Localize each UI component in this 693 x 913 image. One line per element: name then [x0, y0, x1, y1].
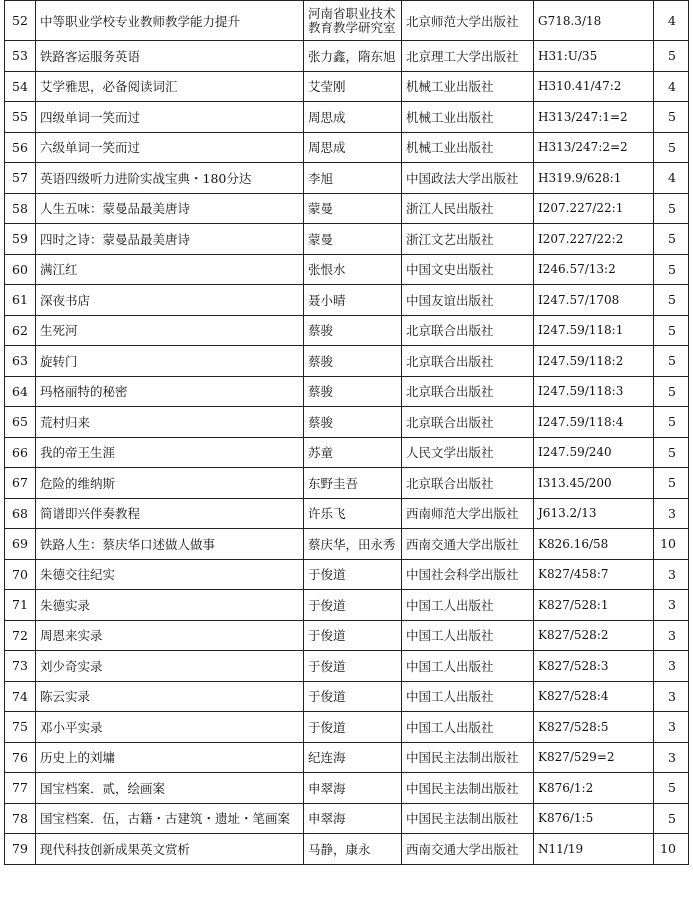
copy-count: 5: [654, 102, 689, 133]
book-publisher: 机械工业出版社: [402, 132, 534, 163]
call-number: I207.227/22:2: [534, 224, 654, 255]
call-number: I247.59/118:1: [534, 315, 654, 346]
table-row: [5, 407, 689, 438]
book-publisher: 中国工人出版社: [402, 620, 534, 651]
book-title: 朱德实录: [36, 590, 304, 621]
copy-count: 5: [654, 315, 689, 346]
call-number: K827/528:3: [534, 651, 654, 682]
row-number: 77: [5, 773, 36, 804]
book-publisher: 北京联合出版社: [402, 315, 534, 346]
book-author: 周思成: [304, 132, 402, 163]
copy-count: 4: [654, 163, 689, 194]
copy-count: 5: [654, 437, 689, 468]
row-number: 55: [5, 102, 36, 133]
book-title: 深夜书店: [36, 285, 304, 316]
row-number: 58: [5, 193, 36, 224]
book-publisher: 西南交通大学出版社: [402, 529, 534, 560]
book-author: 东野圭吾: [304, 468, 402, 499]
book-author: 于俊道: [304, 590, 402, 621]
row-number: 72: [5, 620, 36, 651]
book-publisher: 西南师范大学出版社: [402, 498, 534, 529]
book-publisher: 北京联合出版社: [402, 407, 534, 438]
book-publisher: 人民文学出版社: [402, 437, 534, 468]
book-title: 生死河: [36, 315, 304, 346]
table-row: [5, 498, 689, 529]
table-row: [5, 529, 689, 560]
row-number: 68: [5, 498, 36, 529]
book-publisher: 北京理工大学出版社: [402, 41, 534, 72]
call-number: K826.16/58: [534, 529, 654, 560]
row-number: 67: [5, 468, 36, 499]
book-title: 邓小平实录: [36, 712, 304, 743]
table-row: [5, 681, 689, 712]
copy-count: 5: [654, 285, 689, 316]
table-row: [5, 437, 689, 468]
copy-count: 3: [654, 498, 689, 529]
book-author: 蒙曼: [304, 193, 402, 224]
copy-count: 3: [654, 712, 689, 743]
row-number: 53: [5, 41, 36, 72]
copy-count: 10: [654, 834, 689, 865]
book-author: 申翠海: [304, 773, 402, 804]
book-author: 于俊道: [304, 651, 402, 682]
call-number: I247.59/118:2: [534, 346, 654, 377]
book-publisher: 中国社会科学出版社: [402, 559, 534, 590]
row-number: 54: [5, 71, 36, 102]
copy-count: 5: [654, 468, 689, 499]
copy-count: 3: [654, 620, 689, 651]
book-author: 河南省职业技术教育教学研究室: [304, 1, 402, 41]
book-publisher: 中国工人出版社: [402, 651, 534, 682]
table-row: [5, 193, 689, 224]
book-publisher: 机械工业出版社: [402, 102, 534, 133]
book-list-table: [4, 0, 689, 865]
call-number: N11/19: [534, 834, 654, 865]
book-author: 许乐飞: [304, 498, 402, 529]
book-author: 周思成: [304, 102, 402, 133]
call-number: K827/458:7: [534, 559, 654, 590]
call-number: K827/528:4: [534, 681, 654, 712]
call-number: I246.57/13:2: [534, 254, 654, 285]
table-row: [5, 132, 689, 163]
copy-count: 3: [654, 651, 689, 682]
table-row: [5, 254, 689, 285]
book-publisher: 中国文史出版社: [402, 254, 534, 285]
book-title: 刘少奇实录: [36, 651, 304, 682]
table-row: [5, 620, 689, 651]
book-publisher: 北京联合出版社: [402, 346, 534, 377]
call-number: K827/528:1: [534, 590, 654, 621]
call-number: H313/247:1=2: [534, 102, 654, 133]
table-row: [5, 651, 689, 682]
call-number: I313.45/200: [534, 468, 654, 499]
copy-count: 5: [654, 224, 689, 255]
book-author: 蔡骏: [304, 407, 402, 438]
book-author: 马静，康永: [304, 834, 402, 865]
copy-count: 5: [654, 803, 689, 834]
table-row: [5, 315, 689, 346]
book-author: 申翠海: [304, 803, 402, 834]
book-title: 满江红: [36, 254, 304, 285]
book-author: 艾莹刚: [304, 71, 402, 102]
book-author: 聂小晴: [304, 285, 402, 316]
call-number: J613.2/13: [534, 498, 654, 529]
call-number: H31:U/35: [534, 41, 654, 72]
copy-count: 3: [654, 559, 689, 590]
book-author: 蔡骏: [304, 315, 402, 346]
call-number: H319.9/628:1: [534, 163, 654, 194]
book-author: 蒙曼: [304, 224, 402, 255]
copy-count: 4: [654, 1, 689, 41]
row-number: 79: [5, 834, 36, 865]
book-title: 四级单词一笑而过: [36, 102, 304, 133]
copy-count: 3: [654, 590, 689, 621]
call-number: K876/1:2: [534, 773, 654, 804]
call-number: I247.59/118:3: [534, 376, 654, 407]
book-title: 朱德交往纪实: [36, 559, 304, 590]
book-title: 我的帝王生涯: [36, 437, 304, 468]
call-number: H310.41/47:2: [534, 71, 654, 102]
call-number: K876/1:5: [534, 803, 654, 834]
copy-count: 4: [654, 71, 689, 102]
book-title: 四时之诗：蒙曼品最美唐诗: [36, 224, 304, 255]
row-number: 59: [5, 224, 36, 255]
call-number: I247.57/1708: [534, 285, 654, 316]
book-publisher: 浙江文艺出版社: [402, 224, 534, 255]
table-row: [5, 834, 689, 865]
book-title: 艾学雅思，必备阅读词汇: [36, 71, 304, 102]
table-row: [5, 163, 689, 194]
book-publisher: 西南交通大学出版社: [402, 834, 534, 865]
book-publisher: 中国工人出版社: [402, 681, 534, 712]
book-publisher: 机械工业出版社: [402, 71, 534, 102]
book-publisher: 中国民主法制出版社: [402, 773, 534, 804]
book-author: 蔡骏: [304, 376, 402, 407]
table-row: [5, 590, 689, 621]
copy-count: 5: [654, 407, 689, 438]
call-number: G718.3/18: [534, 1, 654, 41]
book-title: 铁路人生：蔡庆华口述做人做事: [36, 529, 304, 560]
book-publisher: 北京师范大学出版社: [402, 1, 534, 41]
call-number: K827/528:5: [534, 712, 654, 743]
book-author: 李旭: [304, 163, 402, 194]
book-author: 于俊道: [304, 620, 402, 651]
copy-count: 3: [654, 681, 689, 712]
row-number: 57: [5, 163, 36, 194]
table-row: [5, 468, 689, 499]
book-title: 人生五味：蒙曼品最美唐诗: [36, 193, 304, 224]
table-row: [5, 224, 689, 255]
copy-count: 5: [654, 41, 689, 72]
book-title: 英语四级听力进阶实战宝典・180分达: [36, 163, 304, 194]
book-author: 张恨水: [304, 254, 402, 285]
book-title: 旋转门: [36, 346, 304, 377]
book-publisher: 北京联合出版社: [402, 376, 534, 407]
book-publisher: 中国民主法制出版社: [402, 742, 534, 773]
call-number: K827/529=2: [534, 742, 654, 773]
table-row: [5, 773, 689, 804]
book-author: 苏童: [304, 437, 402, 468]
row-number: 74: [5, 681, 36, 712]
call-number: I207.227/22:1: [534, 193, 654, 224]
copy-count: 10: [654, 529, 689, 560]
book-title: 荒村归来: [36, 407, 304, 438]
table-row: [5, 803, 689, 834]
book-title: 历史上的刘墉: [36, 742, 304, 773]
book-author: 蔡庆华，田永秀: [304, 529, 402, 560]
book-author: 于俊道: [304, 559, 402, 590]
book-author: 张力鑫，隋东旭: [304, 41, 402, 72]
book-title: 陈云实录: [36, 681, 304, 712]
book-publisher: 中国工人出版社: [402, 590, 534, 621]
table-row: [5, 41, 689, 72]
book-publisher: 中国工人出版社: [402, 712, 534, 743]
book-author: 纪连海: [304, 742, 402, 773]
row-number: 60: [5, 254, 36, 285]
row-number: 75: [5, 712, 36, 743]
copy-count: 3: [654, 742, 689, 773]
call-number: I247.59/118:4: [534, 407, 654, 438]
copy-count: 5: [654, 346, 689, 377]
table-row: [5, 376, 689, 407]
book-title: 周恩来实录: [36, 620, 304, 651]
call-number: H313/247:2=2: [534, 132, 654, 163]
table-row: [5, 559, 689, 590]
call-number: I247.59/240: [534, 437, 654, 468]
book-title: 铁路客运服务英语: [36, 41, 304, 72]
row-number: 61: [5, 285, 36, 316]
row-number: 66: [5, 437, 36, 468]
row-number: 52: [5, 1, 36, 41]
book-title: 现代科技创新成果英文赏析: [36, 834, 304, 865]
book-title: 六级单词一笑而过: [36, 132, 304, 163]
book-title: 简谱即兴伴奏教程: [36, 498, 304, 529]
call-number: K827/528:2: [534, 620, 654, 651]
row-number: 62: [5, 315, 36, 346]
row-number: 69: [5, 529, 36, 560]
copy-count: 5: [654, 773, 689, 804]
book-publisher: 中国政法大学出版社: [402, 163, 534, 194]
book-title: 危险的维纳斯: [36, 468, 304, 499]
table-row: [5, 102, 689, 133]
copy-count: 5: [654, 254, 689, 285]
table-row: [5, 285, 689, 316]
table-row: [5, 712, 689, 743]
book-title: 玛格丽特的秘密: [36, 376, 304, 407]
table-row: [5, 742, 689, 773]
book-author: 于俊道: [304, 712, 402, 743]
table-row: [5, 71, 689, 102]
table-row: [5, 346, 689, 377]
copy-count: 5: [654, 193, 689, 224]
row-number: 56: [5, 132, 36, 163]
table-body: [5, 1, 689, 865]
book-title: 国宝档案．伍，古籍・古建筑・遗址・笔画案: [36, 803, 304, 834]
row-number: 76: [5, 742, 36, 773]
book-author: 蔡骏: [304, 346, 402, 377]
book-title: 中等职业学校专业教师教学能力提升: [36, 1, 304, 41]
row-number: 64: [5, 376, 36, 407]
book-publisher: 浙江人民出版社: [402, 193, 534, 224]
row-number: 71: [5, 590, 36, 621]
book-title: 国宝档案．贰，绘画案: [36, 773, 304, 804]
copy-count: 5: [654, 376, 689, 407]
row-number: 73: [5, 651, 36, 682]
row-number: 78: [5, 803, 36, 834]
table-row: [5, 1, 689, 41]
row-number: 70: [5, 559, 36, 590]
copy-count: 5: [654, 132, 689, 163]
book-publisher: 中国民主法制出版社: [402, 803, 534, 834]
book-author: 于俊道: [304, 681, 402, 712]
row-number: 63: [5, 346, 36, 377]
book-publisher: 北京联合出版社: [402, 468, 534, 499]
row-number: 65: [5, 407, 36, 438]
book-publisher: 中国友谊出版社: [402, 285, 534, 316]
